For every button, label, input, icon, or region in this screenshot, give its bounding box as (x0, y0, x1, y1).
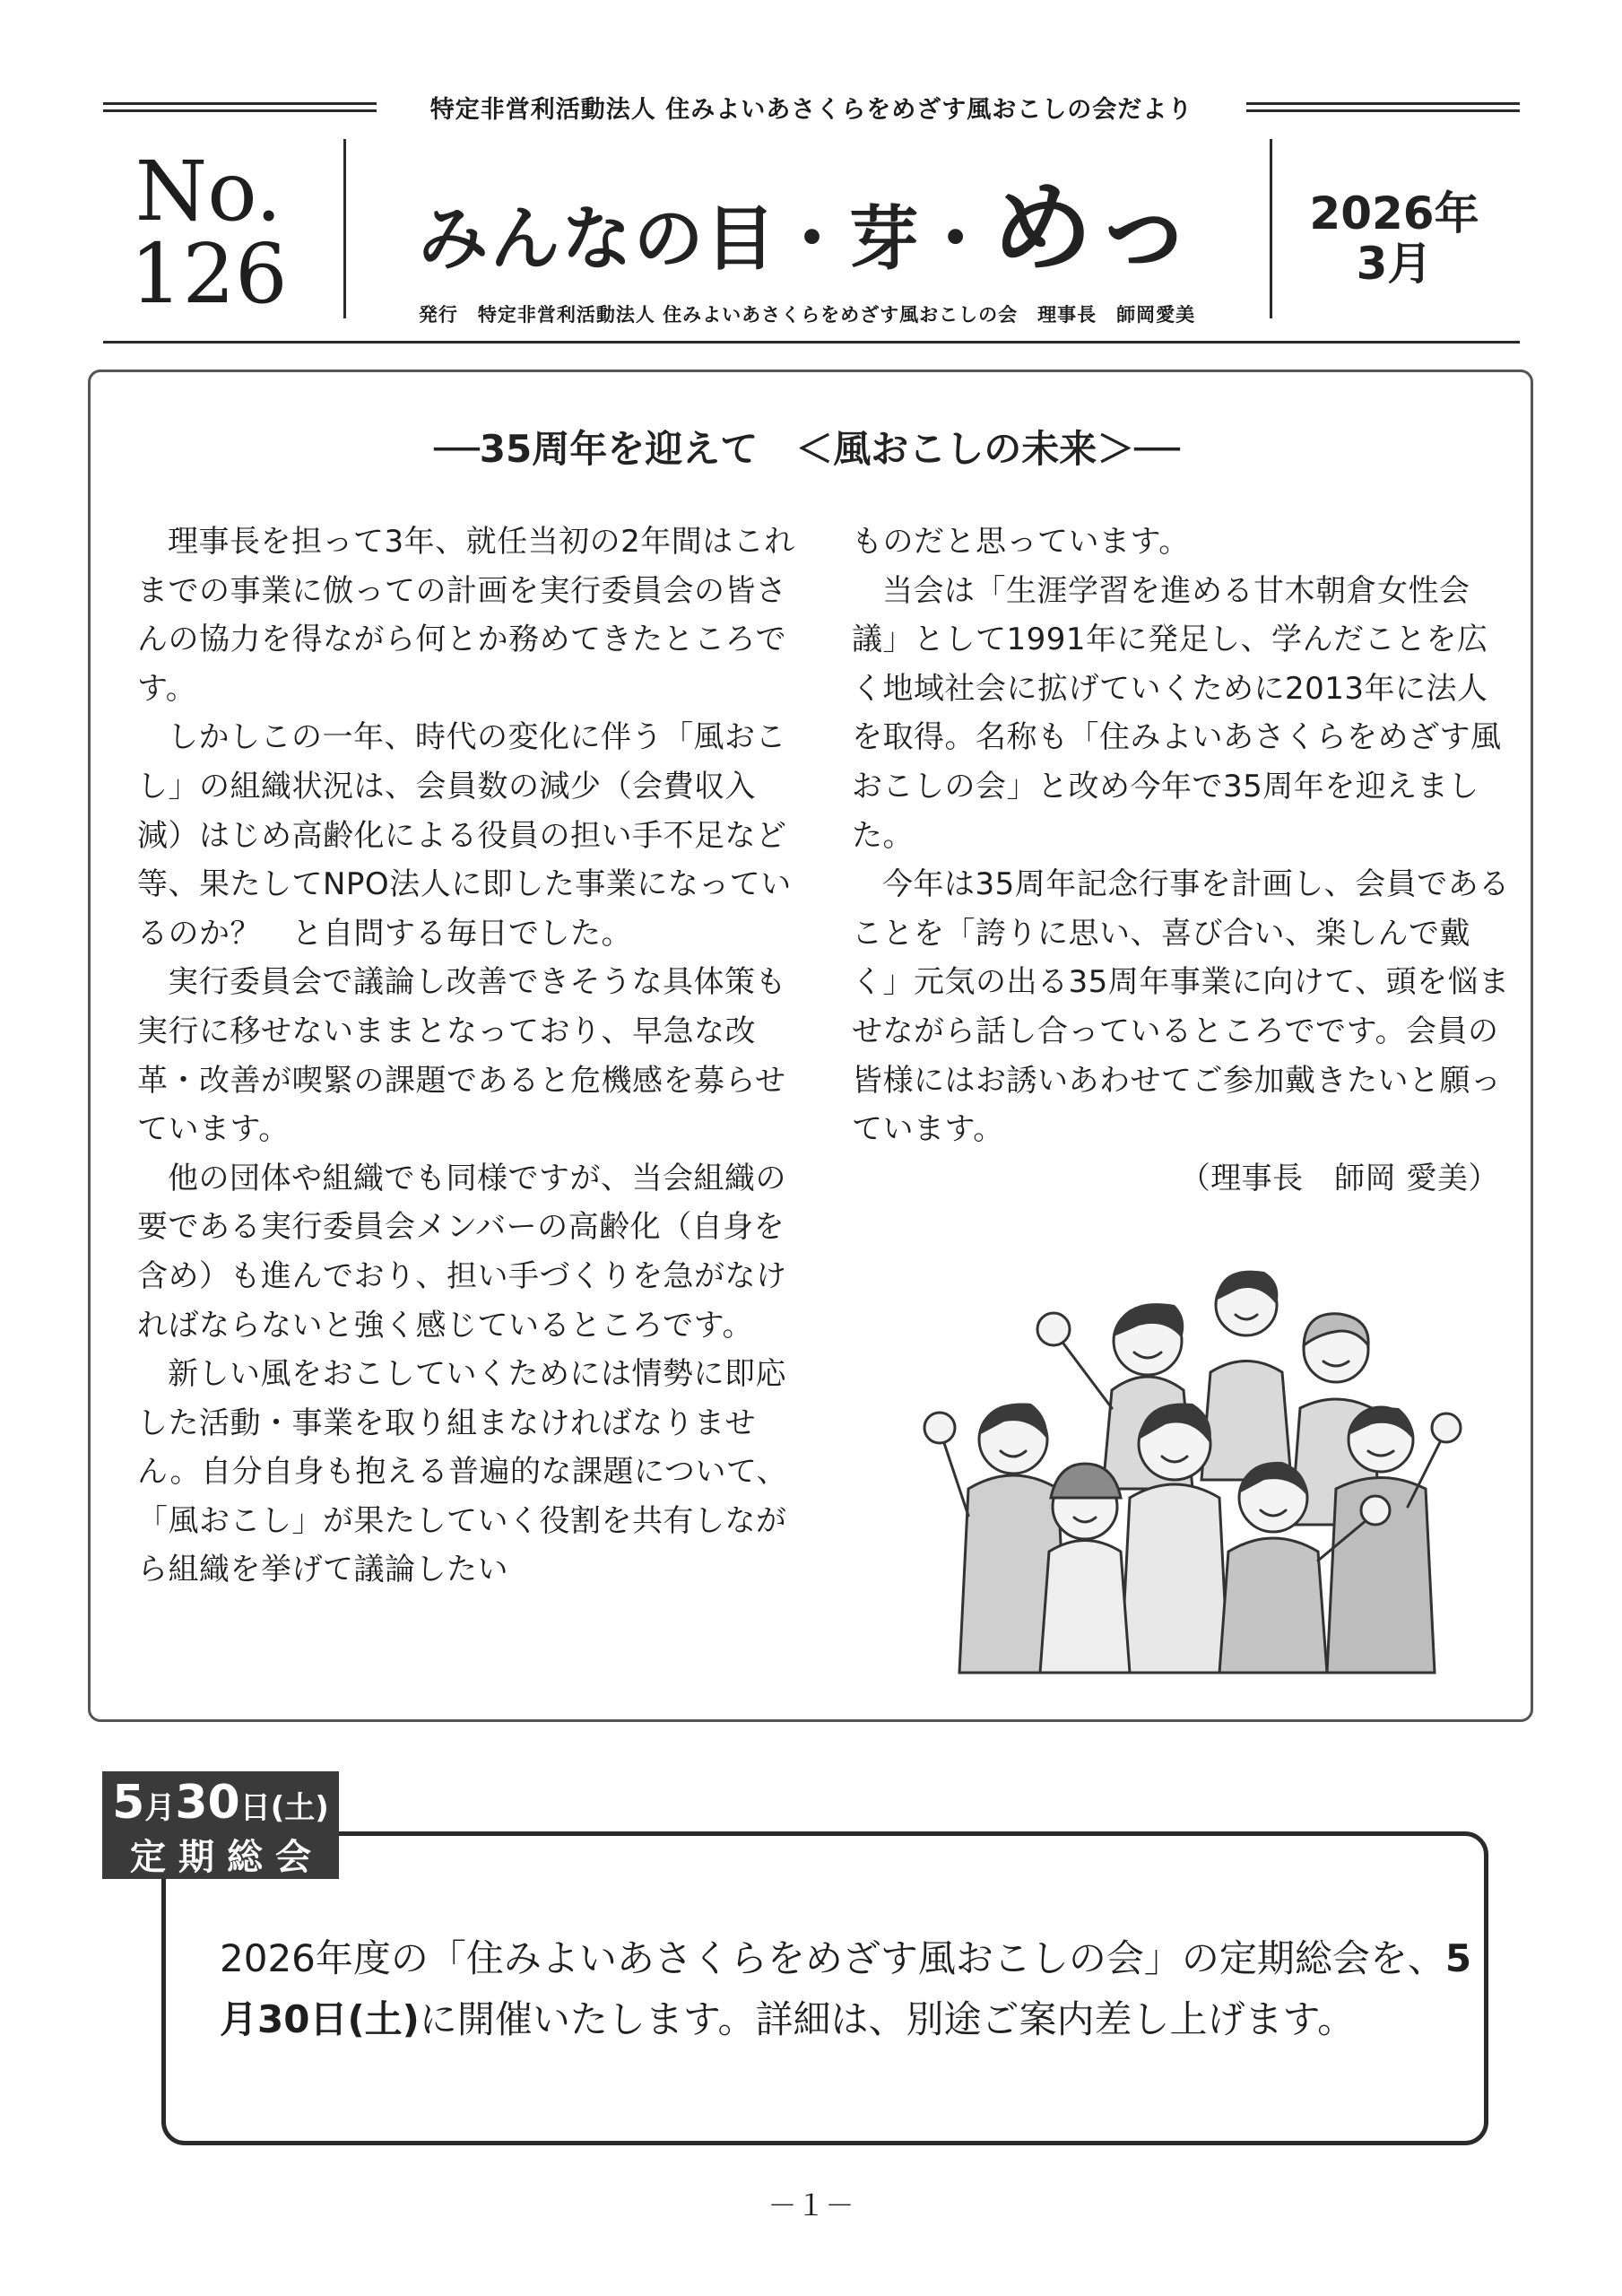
issue-date-month: 3月 (1356, 238, 1433, 290)
notice-text-date: 5月30日(土) (220, 1936, 1472, 2041)
issue-date (1291, 188, 1497, 289)
general-meeting-notice-text (220, 1928, 1475, 2050)
notice-text-before: 2026年度の「住みよいあさくらをめざす風おこしの会」の定期総会を、 (220, 1936, 1445, 1980)
header-bottom-rule (103, 341, 1520, 344)
article-title: ──35周年を迎えて ＜風おこしの未来＞── (434, 427, 1180, 471)
newsletter-title (359, 148, 1255, 292)
title-part-1: みんなの (418, 199, 706, 280)
title-part-2: 目 (705, 199, 777, 280)
newsletter-org-line: 特定非営利活動法人 住みよいあさくらをめざす風おこしの会だより (429, 96, 1193, 124)
title-dot-1: ・ (776, 199, 849, 280)
tag-month-unit: 月 (144, 1790, 176, 1826)
article-column-left (137, 517, 801, 1595)
article-paragraph-continued: ものだと思っています。 (852, 524, 1190, 560)
page-number: －１－ (768, 2188, 854, 2222)
title-part-3: 芽 (848, 199, 921, 280)
header-rule-left (103, 102, 377, 113)
publisher-line: 発行 特定非営利活動法人 住みよいあさくらをめざす風おこしの会 理事長 師岡愛美 (418, 304, 1196, 326)
issue-number-prefix: No. (134, 144, 282, 239)
issue-date-year: 2026年 (1309, 187, 1479, 239)
notice-text-after: に開催いたします。詳細は、別途ご案内差し上げます。 (419, 1997, 1356, 2041)
article-paragraph: 今年は35周年記念行事を計画し、会員であることを「誇りに思い、喜び合い、楽しんで戴く」元気の出る35周年事業に向けて、頭を悩ませながら話し合っているところでです。会員の皆様にはお誘いあわせてご参加戴きたいと願っています。 (852, 866, 1510, 1148)
article-paragraph: 当会は「生涯学習を進める甘木朝倉女性会議」として1991年に発足し、学んだことを広く地域社会に拡げていくために2013年に法人を取得。名称も「住みよいあさくらをめざす風おこしの会」と改め今年で35周年を迎えました。 (852, 572, 1502, 854)
article-paragraph: 新しい風をおこしていくためには情勢に即応した活動・事業を取り組まなければなりません。自分自身も抱える普遍的な課題について、「風おこし」が果たしていく役割を共有しながら組織を挙げて議論したい (137, 1356, 788, 1588)
women-group-illustration (906, 1256, 1479, 1677)
tag-month: 5 (112, 1776, 145, 1830)
article-paragraph: 理事長を担って3年、就任当初の2年間はこれまでの事業に倣っての計画を実行委員会の皆さんの協力を得ながら何とか務めてきたところです。 (137, 524, 795, 707)
general-meeting-tag-label: 定期総会 (130, 1837, 324, 1878)
general-meeting-tag-date (102, 1775, 339, 1836)
header-divider-right (1270, 139, 1272, 318)
article-signature: （理事長 師岡 愛美） (1179, 1160, 1499, 1196)
title-part-4: めっ (992, 170, 1196, 287)
header-rule-right (1246, 102, 1520, 113)
issue-number (130, 144, 288, 322)
issue-number-value: 126 (130, 226, 288, 322)
title-dot-2: ・ (920, 199, 993, 280)
article-paragraph: しかしこの一年、時代の変化に伴う「風おこし」の組織状況は、会員数の減少（会費収入減）はじめ高齢化による役員の担い手不足など等、果たしてNPO法人に即した事業になっているのか？ と自問する毎日でした。 (137, 719, 792, 952)
article-paragraph: 他の団体や組織でも同様ですが、当会組織の要である実行委員会メンバーの高齢化（自身を含め）も進んでおり、担い手づくりを急がなければならないと強く感じているところです。 (137, 1160, 787, 1344)
general-meeting-tag (102, 1771, 339, 1879)
article-column-right (852, 517, 1515, 1203)
tag-day-unit: 日(土) (239, 1790, 329, 1826)
tag-day: 30 (175, 1776, 240, 1830)
header-divider-left (343, 139, 346, 318)
article-paragraph: 実行委員会で議論し改善できそうな具体策も実行に移せないままとなっており、早急な改革・改善が喫緊の課題であると危機感を募らせています。 (137, 964, 786, 1148)
